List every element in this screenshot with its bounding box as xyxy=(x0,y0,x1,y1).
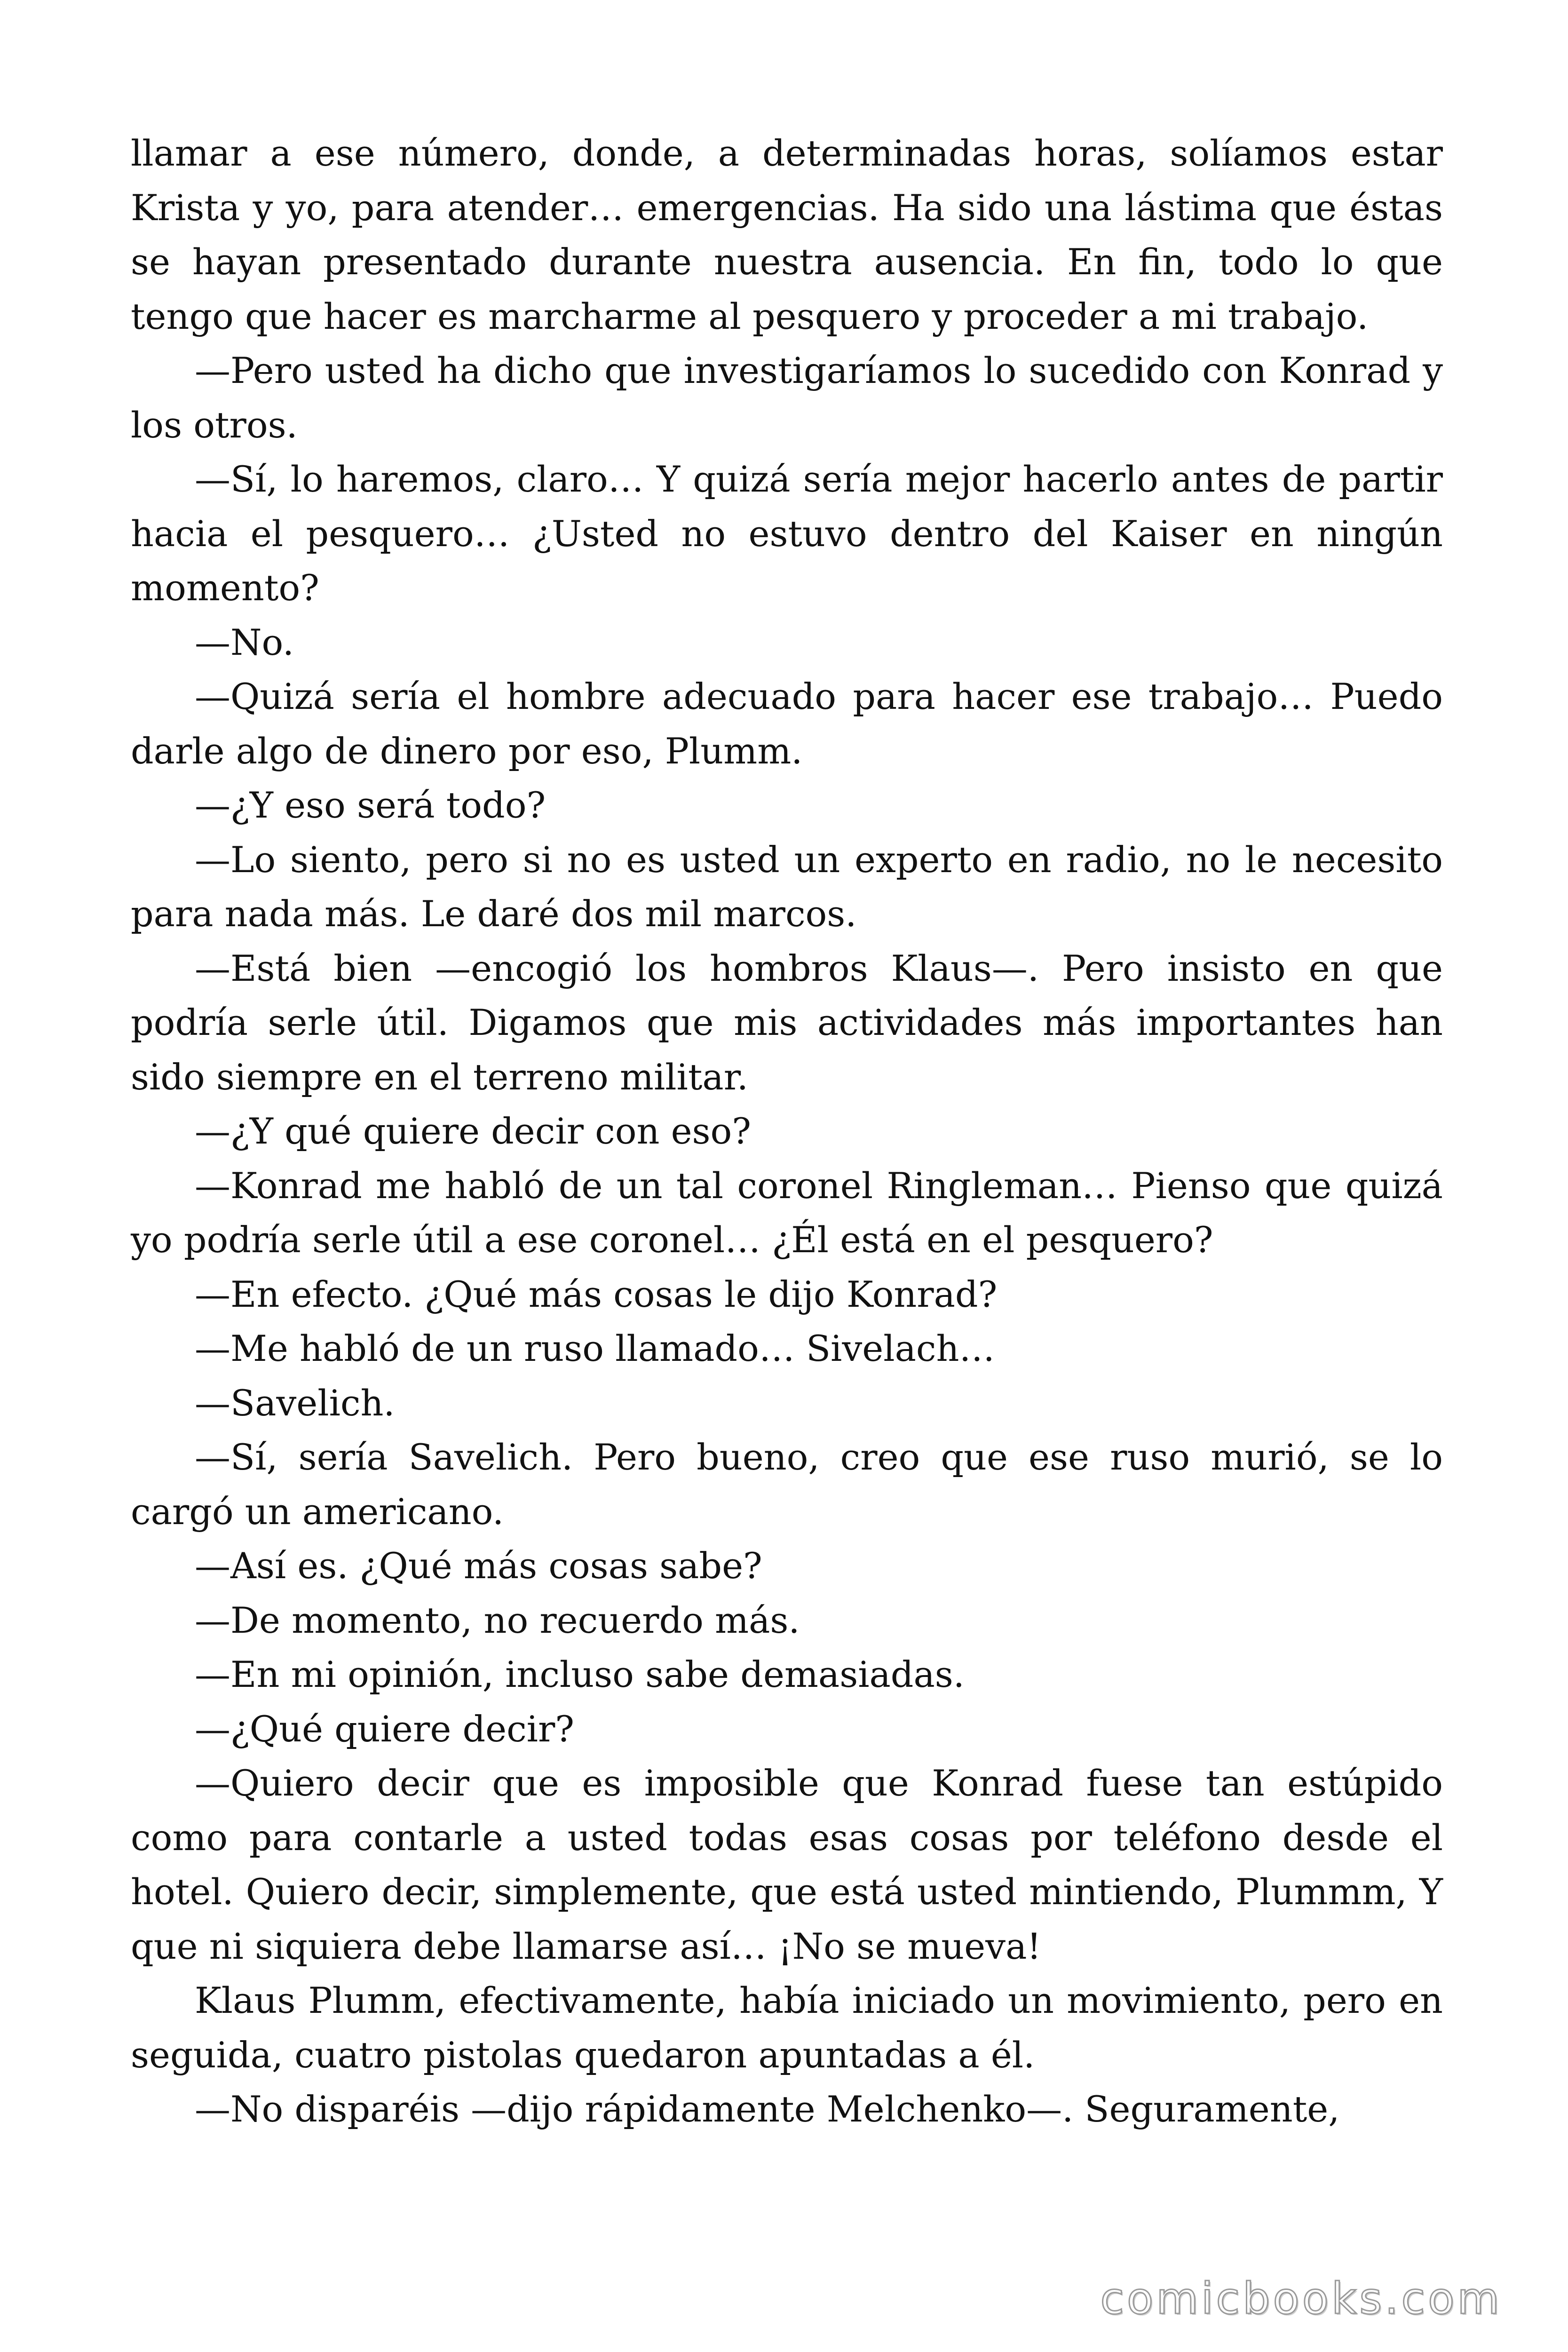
paragraph: —No. xyxy=(195,621,294,663)
paragraph: —Sí, lo haremos, claro… Y quizá sería mejor hacerlo antes de partir hacia el pesquero… ¿Usted no estuvo dentro del Kaiser en ningún momento? xyxy=(131,458,1443,609)
paragraph: —Pero usted ha dicho que investigaríamos lo sucedido con Konrad y los otros. xyxy=(131,350,1443,446)
paragraph: —De momento, no recuerdo más. xyxy=(195,1599,800,1641)
paragraph: —Quizá sería el hombre adecuado para hacer ese trabajo… Puedo darle algo de dinero por eso, Plumm. xyxy=(131,675,1443,772)
page-body-text xyxy=(131,126,1443,2137)
watermark-text: comicbooks.com xyxy=(1100,2273,1502,2324)
paragraph: —Me habló de un ruso llamado… Sivelach… xyxy=(195,1327,995,1369)
paragraph: —No disparéis —dijo rápidamente Melchenko—. Seguramente, xyxy=(195,2088,1340,2130)
paragraph: —Está bien —encogió los hombros Klaus—. Pero insisto en que podría serle útil. Digamos que mis actividades más importantes han sido siempre en el terreno militar. xyxy=(131,947,1443,1098)
paragraph: —En mi opinión, incluso sabe demasiadas. xyxy=(195,1653,965,1695)
paragraph: —¿Y qué quiere decir con eso? xyxy=(195,1110,752,1152)
paragraph: —Así es. ¿Qué más cosas sabe? xyxy=(195,1545,762,1587)
paragraph: —Lo siento, pero si no es usted un experto en radio, no le necesito para nada más. Le daré dos mil marcos. xyxy=(131,838,1443,935)
paragraph: —Konrad me habló de un tal coronel Ringleman… Pienso que quizá yo podría serle útil a ese coronel… ¿Él está en el pesquero? xyxy=(131,1164,1443,1261)
paragraph: Klaus Plumm, efectivamente, había iniciado un movimiento, pero en seguida, cuatro pistolas quedaron apuntadas a él. xyxy=(131,1979,1443,2076)
paragraph: —Savelich. xyxy=(195,1382,395,1424)
paragraph: —Quiero decir que es imposible que Konrad fuese tan estúpido como para contarle a usted todas esas cosas por teléfono desde el hotel. Quiero decir, simplemente, que está usted mintiendo, Plummm, Y que ni siquiera debe llamarse así… ¡No se mueva! xyxy=(131,1762,1443,1967)
paragraph: llamar a ese número, donde, a determinadas horas, solíamos estar Krista y yo, para atender… emergencias. Ha sido una lástima que éstas se hayan presentado durante nuestra ausencia. En fin, todo lo que tengo que hacer es marcharme al pesquero y proceder a mi trabajo. xyxy=(131,132,1443,337)
paragraph: —Sí, sería Savelich. Pero bueno, creo que ese ruso murió, se lo cargó un americano. xyxy=(131,1436,1443,1533)
paragraph: —¿Y eso será todo? xyxy=(195,784,546,826)
paragraph: —En efecto. ¿Qué más cosas le dijo Konrad? xyxy=(195,1273,998,1315)
paragraph: —¿Qué quiere decir? xyxy=(195,1708,575,1750)
